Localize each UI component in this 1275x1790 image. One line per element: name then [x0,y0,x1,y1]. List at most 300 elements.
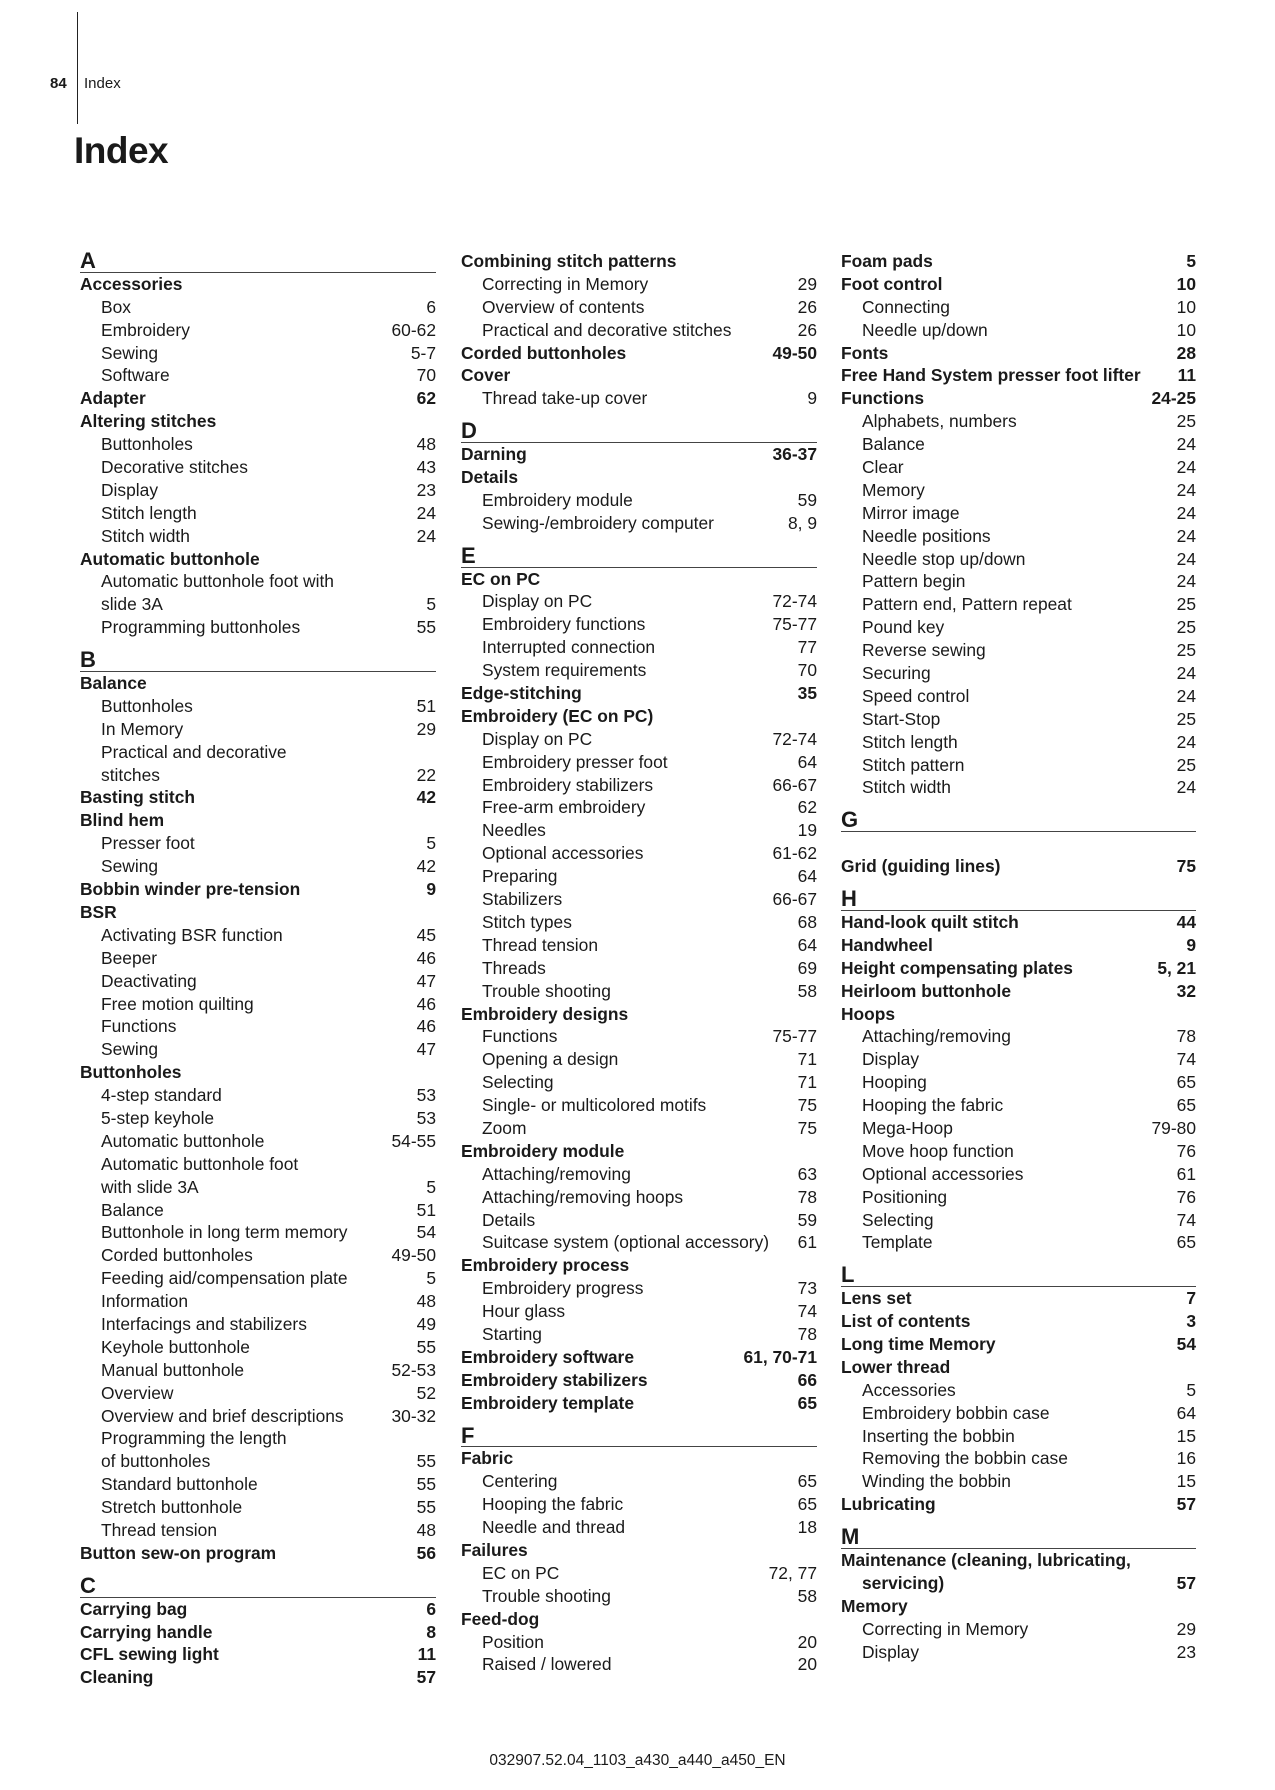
entry-term: Embroidery progress [482,1278,644,1299]
index-subentry [461,636,817,659]
section-letter-m [841,1526,1196,1549]
index-subentry [461,659,817,682]
entry-page: 65 [1176,1072,1196,1093]
entry-term: 5-step keyhole [101,1107,215,1128]
entry-page: 46 [416,947,436,968]
index-entry [841,1595,1196,1618]
entry-page: 75 [797,1095,817,1116]
entry-page: 51 [416,1199,436,1220]
entry-term: Speed control [862,685,970,706]
index-subentry [841,754,1196,777]
entry-term: Hooping the fabric [482,1494,624,1515]
index-entry [841,273,1196,296]
entry-page: 29 [1176,1618,1196,1639]
entry-term: Attaching/removing [862,1026,1011,1047]
entry-term: Preparing [482,866,558,887]
index-entry [80,548,436,571]
entry-page: 30-32 [391,1405,436,1426]
section-letter-label: H [841,886,857,912]
entry-page: 49 [416,1313,436,1334]
section-letter-b [80,649,436,672]
entry-page: 10 [1176,273,1196,294]
entry-page: 16 [1176,1448,1196,1469]
entry-page: 8 [426,1621,436,1642]
index-entry [80,878,436,901]
entry-term: Hand-look quilt stitch [841,911,1019,932]
index-subentry [841,639,1196,662]
entry-page: 24 [1176,479,1196,500]
entry-term: Programming the length [101,1428,287,1449]
index-entry [841,957,1196,980]
entry-term: Embroidery module [482,489,633,510]
index-subentry [841,479,1196,502]
index-entry [80,410,436,433]
entry-term: Lower thread [841,1356,951,1377]
entry-term: Display [862,1641,920,1662]
index-subentry [461,489,817,512]
entry-page: 70 [797,660,817,681]
entry-page: 5 [1186,251,1196,271]
entry-term: Embroidery functions [482,614,646,635]
entry-term: Position [482,1631,544,1652]
entry-term: Functions [482,1026,558,1047]
index-subentry [461,273,817,296]
entry-term: Display [101,479,159,500]
entry-term: Automatic buttonhole foot with [101,571,334,592]
entry-term: Embroidery designs [461,1003,629,1024]
index-subentry [80,364,436,387]
index-subentry [461,911,817,934]
entry-page: 25 [1176,708,1196,729]
entry-page: 18 [797,1517,817,1538]
index-subentry [461,1117,817,1140]
index-subentry [80,1130,436,1153]
index-entry [461,705,817,728]
index-subentry [80,1015,436,1038]
index-subentry [461,980,817,1003]
index-subentry [461,728,817,751]
entry-term: Thread tension [101,1519,218,1540]
entry-page: 48 [416,434,436,455]
entry-page: 11 [417,1644,436,1665]
entry-page: 28 [1176,342,1196,363]
entry-term: Stitch width [101,525,190,546]
index-subentry [461,1186,817,1209]
entry-page: 25 [1176,617,1196,638]
entry-term: Feed-dog [461,1608,540,1629]
entry-page: 63 [797,1163,817,1184]
entry-term: Maintenance (cleaning, lubricating, [841,1549,1131,1570]
entry-term: Move hoop function [862,1140,1014,1161]
entry-term: Hour glass [482,1301,566,1322]
index-entry [80,672,436,695]
entry-page: 59 [797,1209,817,1230]
entry-page: 15 [1176,1471,1196,1492]
index-subentry [461,1277,817,1300]
entry-page: 29 [797,273,817,294]
entry-page: 6 [426,296,436,317]
entry-page: 70 [416,365,436,386]
index-subentry [80,1084,436,1107]
entry-term: Inserting the bobbin [862,1425,1015,1446]
header-rule [77,12,78,124]
entry-term: Buttonholes [101,695,193,716]
index-subentry [80,342,436,365]
index-subentry [461,1025,817,1048]
entry-term: Practical and decorative stitches [482,319,732,340]
index-subentry [461,1470,817,1493]
entry-term: with slide 3A [101,1176,199,1197]
index-subentry [841,433,1196,456]
entry-term: Automatic buttonhole foot [101,1153,299,1174]
entry-term: servicing) [862,1572,945,1593]
entry-term: slide 3A [101,594,163,615]
entry-term: Practical and decorative [101,741,287,762]
index-subentry [841,662,1196,685]
index-entry [80,809,436,832]
index-subentry [841,296,1196,319]
index-subentry [80,1519,436,1542]
entry-term: Failures [461,1539,528,1560]
entry-page: 56 [416,1542,436,1563]
index-subentry [80,1221,436,1244]
entry-term: Buttonholes [101,434,193,455]
index-subentry [841,1618,1196,1641]
entry-page: 25 [1176,754,1196,775]
entry-page: 62 [416,388,436,409]
entry-term: Winding the bobbin [862,1471,1011,1492]
entry-page: 11 [1177,365,1196,386]
entry-page: 61-62 [772,843,817,864]
entry-term: Edge-stitching [461,683,582,704]
entry-term: Activating BSR function [101,924,283,945]
index-subentry [80,1359,436,1382]
entry-term: Foot control [841,273,943,294]
running-header: Index [84,75,121,92]
entry-page: 53 [416,1107,436,1128]
entry-page: 24 [1176,525,1196,546]
entry-term: Needle up/down [862,319,988,340]
index-entry [841,1493,1196,1516]
entry-term: Correcting in Memory [482,273,649,294]
index-entry [841,934,1196,957]
entry-term: EC on PC [461,568,541,589]
index-subentry [80,1382,436,1405]
section-letter-label: D [461,418,477,444]
entry-page: 57 [1176,1572,1196,1593]
entry-term: Fabric [461,1448,514,1469]
entry-page: 36-37 [772,444,817,465]
index-subentry [80,947,436,970]
entry-page: 24 [1176,434,1196,455]
index-subentry [80,855,436,878]
section-letter-f [461,1422,817,1448]
entry-term: Template [862,1232,933,1253]
index-subentry [841,1140,1196,1163]
entry-page: 46 [416,993,436,1014]
entry-page: 46 [416,1016,436,1037]
entry-term: CFL sewing light [80,1644,219,1665]
entry-page: 61 [1176,1163,1196,1184]
entry-page: 65 [1176,1232,1196,1253]
index-subentry [461,1631,817,1654]
index-entry [461,1392,817,1415]
entry-term: Display on PC [482,591,593,612]
entry-page: 5 [426,594,436,615]
entry-page: 24-25 [1151,388,1196,409]
entry-page: 52-53 [391,1359,436,1380]
index-subentry [461,888,817,911]
entry-term: Feeding aid/compensation plate [101,1268,348,1289]
entry-page: 74 [1176,1209,1196,1230]
entry-page: 7 [1186,1288,1196,1309]
entry-term: Needle and thread [482,1517,626,1538]
index-subentry [841,1641,1196,1664]
entry-term: stitches [101,764,160,785]
entry-page: 29 [416,718,436,739]
entry-page: 25 [1176,594,1196,615]
index-column-3 [841,250,1196,1663]
index-entry [461,1140,817,1163]
entry-page: 48 [416,1519,436,1540]
entry-page: 59 [797,489,817,510]
index-subentry [80,479,436,502]
entry-page: 25 [1176,640,1196,661]
index-subentry [80,1290,436,1313]
entry-page: 57 [416,1667,436,1688]
index-subentry [461,1231,817,1254]
entry-term: Securing [862,663,931,684]
entry-page: 22 [416,764,436,785]
entry-page: 71 [797,1049,817,1070]
entry-term: Needles [482,820,546,841]
entry-page: 5, 21 [1157,957,1196,978]
entry-page: 5 [1186,1379,1196,1400]
index-subentry [841,1048,1196,1071]
entry-page: 61 [797,1232,817,1253]
entry-term: Automatic buttonhole [101,1130,265,1151]
section-letter-label: C [80,1572,96,1598]
entry-page: 24 [1176,548,1196,569]
entry-page: 75-77 [772,1026,817,1047]
index-subentry [461,387,817,410]
index-subentry [841,1425,1196,1448]
index-entry [461,682,817,705]
entry-page: 5 [426,1176,436,1197]
section-letter-d [461,420,817,443]
index-entry [461,1346,817,1369]
entry-term: Corded buttonholes [461,342,627,363]
entry-term: Hoops [841,1003,896,1024]
index-subentry [841,1071,1196,1094]
index-subentry [841,1025,1196,1048]
entry-term: Display [862,1049,920,1070]
index-subentry [80,1199,436,1222]
entry-page: 58 [797,1585,817,1606]
entry-page: 9 [426,879,436,900]
entry-term: Buttonhole in long term memory [101,1222,348,1243]
entry-page: 25 [1176,411,1196,432]
entry-page: 72-74 [772,591,817,612]
entry-term: Mega-Hoop [862,1117,953,1138]
entry-term: Hooping the fabric [862,1095,1004,1116]
index-subentry [461,512,817,535]
entry-page: 65 [1176,1095,1196,1116]
entry-term: Positioning [862,1186,948,1207]
entry-term: In Memory [101,718,184,739]
entry-term: Height compensating plates [841,957,1073,978]
entry-term: Overview of contents [482,296,645,317]
entry-page: 6 [426,1598,436,1619]
entry-page: 65 [797,1494,817,1515]
index-subentry [80,1244,436,1267]
entry-term: Embroidery module [461,1140,625,1161]
index-entry [841,1356,1196,1379]
index-entry [841,855,1196,878]
entry-page: 49-50 [391,1245,436,1266]
entry-page: 78 [797,1323,817,1344]
section-letter-label: A [80,247,96,273]
entry-page: 24 [1176,571,1196,592]
entry-term: Lens set [841,1288,912,1309]
index-subentry [461,751,817,774]
index-subentry [80,1176,436,1199]
entry-page: 24 [1176,685,1196,706]
entry-term: Button sew-on program [80,1542,277,1563]
index-subentry [461,319,817,342]
index-subentry [80,1336,436,1359]
index-entry [461,342,817,365]
entry-page: 64 [797,866,817,887]
index-subentry [841,1231,1196,1254]
entry-term: Attaching/removing hoops [482,1186,684,1207]
entry-page: 66 [797,1369,817,1390]
index-entry [80,1621,436,1644]
entry-term: Centering [482,1471,558,1492]
entry-page: 15 [1176,1425,1196,1446]
index-subentry [80,502,436,525]
section-letter-e [461,542,817,568]
entry-term: Lubricating [841,1494,936,1515]
index-entry [841,980,1196,1003]
entry-page: 75-77 [772,614,817,635]
entry-term: Carrying handle [80,1621,213,1642]
index-entry [841,364,1196,387]
entry-term: Correcting in Memory [862,1618,1029,1639]
section-letter-label: M [841,1524,860,1550]
index-subentry [461,1493,817,1516]
index-subentry [80,1427,436,1450]
section-letter-h [841,888,1196,911]
entry-term: Manual buttonhole [101,1359,245,1380]
entry-term: Attaching/removing [482,1163,631,1184]
entry-term: System requirements [482,660,647,681]
entry-page: 55 [416,1451,436,1472]
entry-term: Altering stitches [80,411,217,432]
entry-page: 55 [416,1497,436,1518]
document-code: 032907.52.04_1103_a430_a440_a450_EN [489,1752,786,1769]
entry-page: 76 [1176,1186,1196,1207]
entry-page: 24 [1176,502,1196,523]
entry-term: Decorative stitches [101,457,248,478]
entry-term: Selecting [482,1072,554,1093]
entry-term: Embroidery stabilizers [482,774,654,795]
entry-page: 49-50 [772,342,817,363]
entry-term: Functions [841,388,925,409]
entry-term: Zoom [482,1117,527,1138]
index-entry [841,250,1196,273]
index-subentry [80,296,436,319]
entry-page: 60-62 [391,319,436,340]
index-subentry [841,1209,1196,1232]
index-subentry [80,1107,436,1130]
index-subentry [461,1562,817,1585]
entry-term: Opening a design [482,1049,619,1070]
entry-term: Thread take-up cover [482,388,648,409]
entry-term: Clear [862,457,904,478]
entry-page: 64 [1176,1402,1196,1423]
entry-term: Sewing-/embroidery computer [482,512,714,533]
index-subentry [461,934,817,957]
entry-page: 79-80 [1151,1117,1196,1138]
index-subentry [80,1405,436,1428]
section-letter-label: B [80,647,96,673]
entry-term: Long time Memory [841,1333,996,1354]
entry-term: Suitcase system (optional accessory) [482,1232,770,1253]
entry-term: Interrupted connection [482,637,656,658]
entry-term: Details [461,467,519,488]
entry-page: 19 [797,820,817,841]
entry-term: Selecting [862,1209,934,1230]
index-subentry [80,993,436,1016]
index-subentry [80,570,436,593]
entry-page: 53 [416,1085,436,1106]
index-subentry [80,319,436,342]
entry-page: 44 [1176,911,1196,932]
entry-term: Sewing [101,1039,159,1060]
entry-term: Adapter [80,388,146,409]
index-subentry [841,1163,1196,1186]
entry-term: EC on PC [482,1562,560,1583]
index-entry [461,443,817,466]
index-entry [841,1003,1196,1026]
index-subentry [80,741,436,764]
index-entry [461,250,817,273]
entry-term: Alphabets, numbers [862,411,1017,432]
index-subentry [841,731,1196,754]
index-entry [80,1666,436,1689]
entry-term: BSR [80,901,117,922]
entry-term: Pound key [862,617,945,638]
entry-term: Presser foot [101,833,195,854]
entry-page: 58 [797,980,817,1001]
index-entry [80,1643,436,1666]
entry-term: Embroidery template [461,1392,634,1413]
entry-term: Information [101,1291,188,1312]
index-subentry [841,1402,1196,1425]
index-subentry [80,525,436,548]
entry-term: Needle positions [862,525,991,546]
entry-term: Pattern end, Pattern repeat [862,594,1072,615]
index-subentry [841,1379,1196,1402]
index-subentry [461,842,817,865]
index-subentry [841,776,1196,799]
entry-term: Heirloom buttonhole [841,980,1012,1001]
entry-page: 62 [797,797,817,818]
entry-page: 76 [1176,1140,1196,1161]
index-entry [461,1369,817,1392]
entry-term: Accessories [862,1379,956,1400]
